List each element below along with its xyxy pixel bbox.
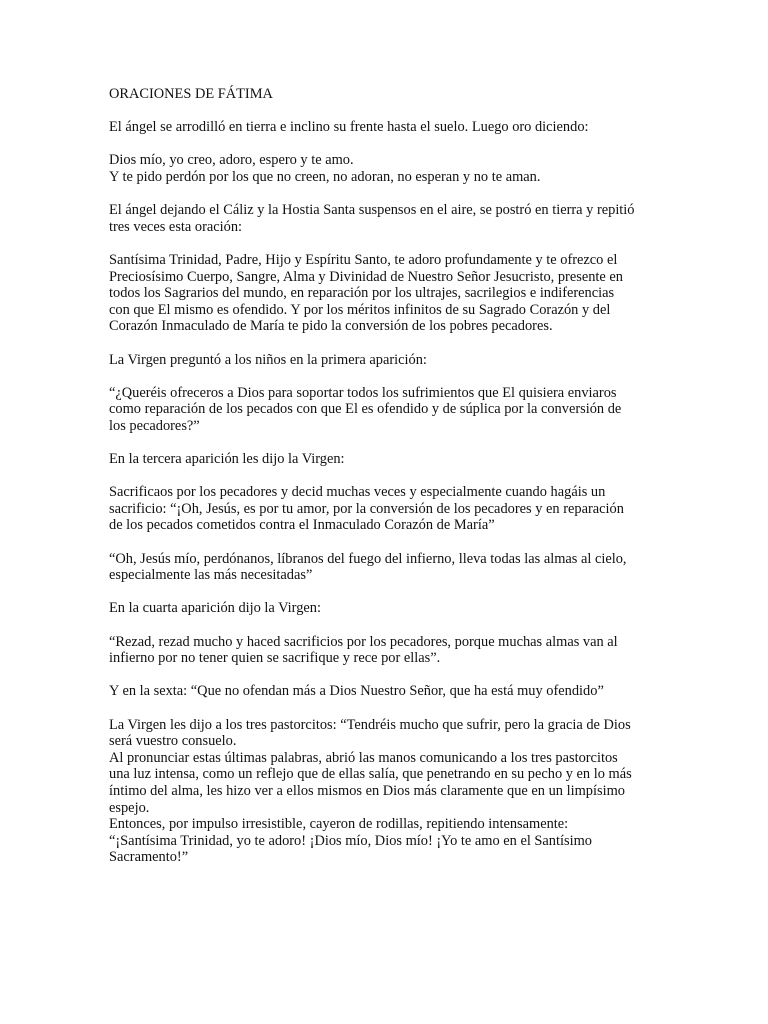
- paragraph-shepherds: La Virgen les dijo a los tres pastorcitos: “Tendréis mucho que sufrir, pero la gracia de Dios será vuestro consuelo. Al pronunciar estas últimas palabras, abrió las manos comunicando a los tres pastorcitos una luz intensa, como un reflejo que de ellas salía, que penetrando en su pecho y en lo más íntimo del alma, les hizo ver a ellos mismos en Dios más claramente que en un limpísimo espejo. Entonces, por impulso irresistible, cayeron de rodillas, repitiendo intensamente: “¡Santísima Trinidad, yo te adoro! ¡Dios mío, Dios mío! ¡Yo te amo en el Santísimo Sacramento!”: [109, 716, 632, 866]
- paragraph-sacrifice-prayer: Sacrificaos por los pecadores y decid muchas veces y especialmente cuando hagáis un sacrificio: “¡Oh, Jesús, es por tu amor, por la conversión de los pecadores y en reparación de los pecados cometidos contra el Inmaculado Corazón de María”: [109, 484, 624, 534]
- paragraph-fourth-apparition: En la cuarta aparición dijo la Virgen:: [109, 600, 321, 617]
- paragraph-third-apparition: En la tercera aparición les dijo la Virgen:: [109, 451, 345, 468]
- document-title: ORACIONES DE FÁTIMA: [109, 86, 273, 102]
- paragraph-angel-chalice: El ángel dejando el Cáliz y la Hostia Santa suspensos en el aire, se postró en tierra y repitió tres veces esta oración:: [109, 202, 635, 235]
- paragraph-offer-question: “¿Queréis ofreceros a Dios para soportar todos los sufrimientos que El quisiera enviaros como reparación de los pecados con que El es ofendido y de súplica por la conversión de los pecadores?”: [109, 384, 622, 434]
- paragraph-forgive-prayer: “Oh, Jesús mío, perdónanos, líbranos del fuego del infierno, lleva todas las almas al cielo, especialmente las más necesitadas”: [109, 550, 627, 584]
- paragraph-angel-kneels: El ángel se arrodilló en tierra e inclino su frente hasta el suelo. Luego oro diciendo:: [109, 119, 589, 136]
- paragraph-first-prayer: Dios mío, yo creo, adoro, espero y te amo. Y te pido perdón por los que no creen, no adoran, no esperan y no te aman.: [109, 152, 541, 185]
- document-body: [109, 86, 669, 866]
- paragraph-trinity-prayer: Santísima Trinidad, Padre, Hijo y Espíritu Santo, te adoro profundamente y te ofrezco el Preciosísimo Cuerpo, Sangre, Alma y Divinidad de Nuestro Señor Jesucristo, presente en todos los Sagrarios del mundo, en reparación por los ultrajes, sacrilegios e indiferencias con que El mismo es ofendido. Y por los méritos infinitos de su Sagrado Corazón y del Corazón Inmaculado de María te pido la conversión de los pobres pecadores.: [109, 251, 623, 335]
- paragraph-sixth-apparition: Y en la sexta: “Que no ofendan más a Dios Nuestro Señor, que ha está muy ofendido”: [109, 683, 604, 700]
- paragraph-first-apparition: La Virgen preguntó a los niños en la primera aparición:: [109, 351, 427, 368]
- paragraph-pray-much: “Rezad, rezad mucho y haced sacrificios por los pecadores, porque muchas almas van al infierno por no tener quien se sacrifique y rece por ellas”.: [109, 633, 618, 667]
